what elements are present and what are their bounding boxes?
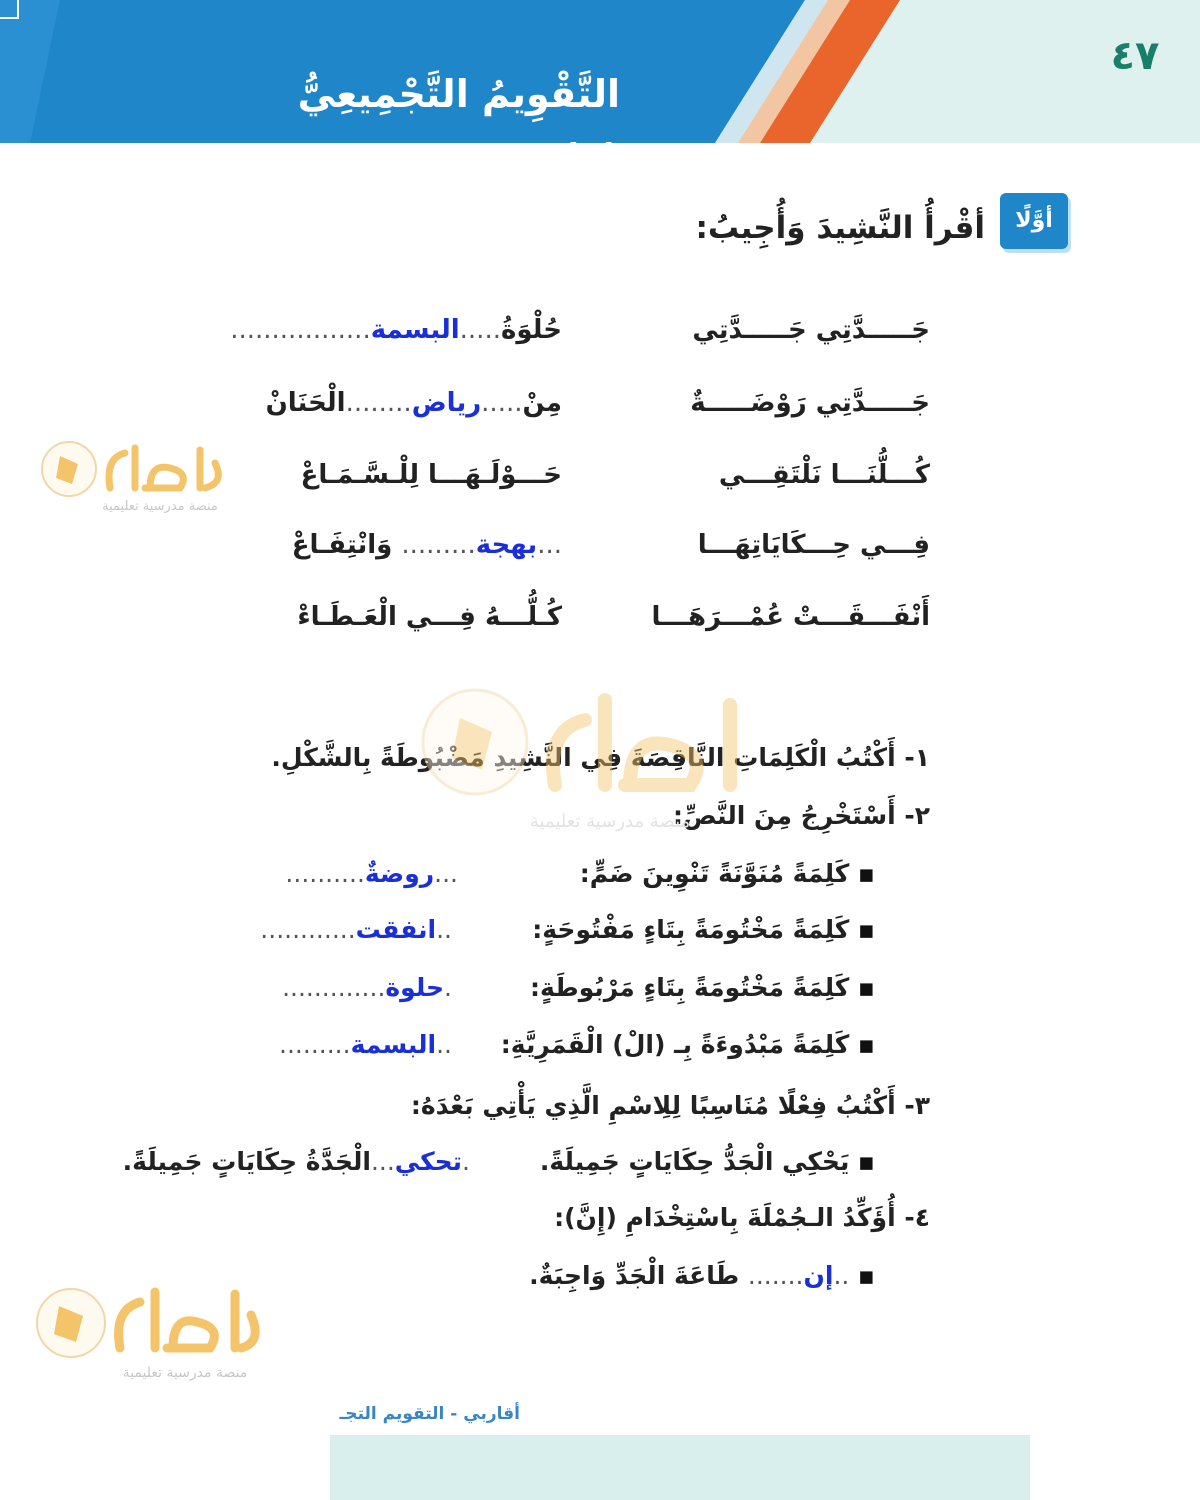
- dotted-blank: ..: [833, 1261, 850, 1290]
- question-1: ١- أَكْتُبُ الْكَلِمَاتِ النَّاقِصَةَ فِي النَّشِيدِ مَضْبُوطَةً بِالشَّكْلِ.: [271, 743, 930, 772]
- q2-item-1-label: [530, 852, 875, 896]
- watermark-logo-icon: [40, 438, 230, 500]
- question-4: ٤- أُؤَكِّدُ الـجُمْلَةَ بِاسْتِخْدَامِ (إِنَّ):: [554, 1203, 930, 1232]
- item-text: كَلِمَةً مَبْدُوءَةً بِـ (الْ) الْقَمَرِيَّةِ:: [500, 1030, 850, 1059]
- poem-line-4-right: فِـــي حِـــكَايَاتِهَـــا: [697, 530, 930, 560]
- watermark-tagline: منصة مدرسية تعليمية: [102, 499, 218, 514]
- item-text: كَلِمَةً مَخْتُومَةً بِتَاءٍ مَرْبُوطَةٍ:: [529, 973, 850, 1002]
- poem-text: حُلْوَةُ: [500, 315, 562, 345]
- page-number: ٤٧: [1110, 33, 1160, 79]
- dotted-blank: .: [462, 1147, 470, 1176]
- bullet-icon: ▪: [849, 1030, 875, 1059]
- dotted-blank: .: [444, 973, 452, 1002]
- dotted-blank: .............: [282, 973, 386, 1002]
- dotted-blank: ............: [260, 915, 356, 944]
- q2-item-3-label: [510, 966, 875, 1010]
- handwritten-answer: البسمة: [370, 315, 460, 345]
- bullet-icon: ▪: [849, 915, 875, 944]
- q3-item-answer: [105, 1140, 470, 1184]
- question-3: ٣- أَكْتُبُ فِعْلًا مُنَاسِبًا لِلِاسْمِ الَّذِي يَأْتِي بَعْدَهُ:: [410, 1091, 930, 1120]
- item-text: كَلِمَةً مَخْتُومَةً بِتَاءٍ مَفْتُوحَةٍ:: [532, 915, 850, 944]
- poem-line-1-right: جَـــــدَّتِي جَـــــدَّتِي: [692, 315, 930, 345]
- dotted-blank: .........: [279, 1030, 351, 1059]
- q2-item-1-answer: [278, 852, 458, 896]
- q2-item-3-answer: [272, 966, 452, 1010]
- dotted-blank: ..: [436, 915, 452, 944]
- dotted-blank: .....: [459, 315, 501, 345]
- dotted-blank: ...: [434, 859, 458, 888]
- handwritten-answer: البسمة: [350, 1030, 437, 1059]
- q2-item-2-answer: [260, 908, 452, 952]
- dotted-blank: .........: [401, 530, 476, 560]
- watermark-logo-center-icon: [420, 680, 750, 810]
- q4-item: [520, 1254, 875, 1298]
- bullet-icon: ▪: [849, 973, 875, 1002]
- poem-line-5-right: أَنْفَـــقَـــتْ عُمْـــرَهَـــا: [651, 602, 930, 632]
- question-2: ٢- أَسْتَخْرِجُ مِنَ النَّصِّ:: [673, 801, 930, 830]
- poem-line-1-left: [230, 305, 562, 355]
- footer-running-title: أقاربي - التقويم التجـ: [339, 1404, 520, 1424]
- dotted-blank: ..........: [285, 859, 365, 888]
- q3-item-sentence: [530, 1140, 875, 1184]
- section-badge: أوَّلًا: [1000, 193, 1068, 249]
- dotted-blank: ...: [537, 530, 562, 560]
- dotted-blank: .................: [230, 315, 371, 345]
- watermark-logo-bottom-icon: [35, 1280, 265, 1362]
- poem-line-2-right: جَـــــدَّتِي رَوْضَـــــةٌ: [690, 388, 930, 418]
- poem-line-3-left: حَـــوْلَـهَـــا لِلْـسَّـمَـاعْ: [300, 460, 562, 490]
- handwritten-answer: إن: [803, 1261, 834, 1290]
- item-text: طَاعَةَ الْجَدِّ وَاجِبَةٌ.: [529, 1261, 740, 1290]
- q2-item-4-answer: [272, 1023, 452, 1067]
- header-banner: [0, 0, 1200, 180]
- handwritten-answer: تحكي: [394, 1147, 463, 1176]
- q2-item-2-label: [510, 908, 875, 952]
- item-text: يَحْكِي الْجَدُّ حِكَايَاتٍ جَمِيلَةً.: [539, 1147, 850, 1176]
- poem-line-4-left: [262, 520, 562, 570]
- q2-item-4-label: [500, 1023, 875, 1067]
- item-text: الْجَدَّةُ حِكَايَاتٍ جَمِيلَةً.: [122, 1147, 371, 1176]
- handwritten-answer: انفقت: [355, 915, 437, 944]
- bullet-icon: ▪: [849, 1261, 875, 1290]
- dotted-blank: ...: [370, 1147, 395, 1176]
- dotted-blank: ........: [345, 388, 412, 418]
- dotted-blank: ..: [436, 1030, 452, 1059]
- item-text: كَلِمَةً مُنَوَّنَةً تَنْوِينَ ضَمٍّ:: [579, 859, 850, 888]
- poem-text: مِنْ: [522, 388, 562, 418]
- bullet-icon: ▪: [849, 859, 875, 888]
- footer-band: [330, 1435, 1030, 1500]
- handwritten-answer: رياض: [411, 388, 482, 418]
- poem-text: وَانْتِفَـاعْ: [291, 530, 393, 560]
- bullet-icon: ▪: [849, 1147, 875, 1176]
- watermark-tagline-bottom: منصة مدرسية تعليمية: [122, 1365, 248, 1381]
- handwritten-answer: حلوة: [385, 973, 445, 1002]
- dotted-blank: .....: [481, 388, 523, 418]
- poem-line-5-left: كُـلُّـــهُ فِـــي الْعَـطَـاءْ: [297, 602, 562, 632]
- watermark-tagline-center: منصة مدرسية تعليمية: [529, 811, 691, 832]
- section-instruction: أقْرأُ النَّشِيدَ وَأُجِيبُ:: [695, 210, 985, 246]
- poem-text: الْحَنَانْ: [265, 388, 346, 418]
- page-title: التَّقْوِيمُ التَّجْمِيعِيُّ (١): [297, 72, 620, 180]
- dotted-blank: .......: [747, 1261, 804, 1290]
- handwritten-answer: بهجة: [475, 530, 538, 560]
- poem-line-2-left: [262, 378, 562, 428]
- handwritten-answer: روضةٌ: [364, 859, 435, 888]
- poem-line-3-right: كُـــلُّنَـــا نَلْتَقِـــي: [718, 460, 930, 490]
